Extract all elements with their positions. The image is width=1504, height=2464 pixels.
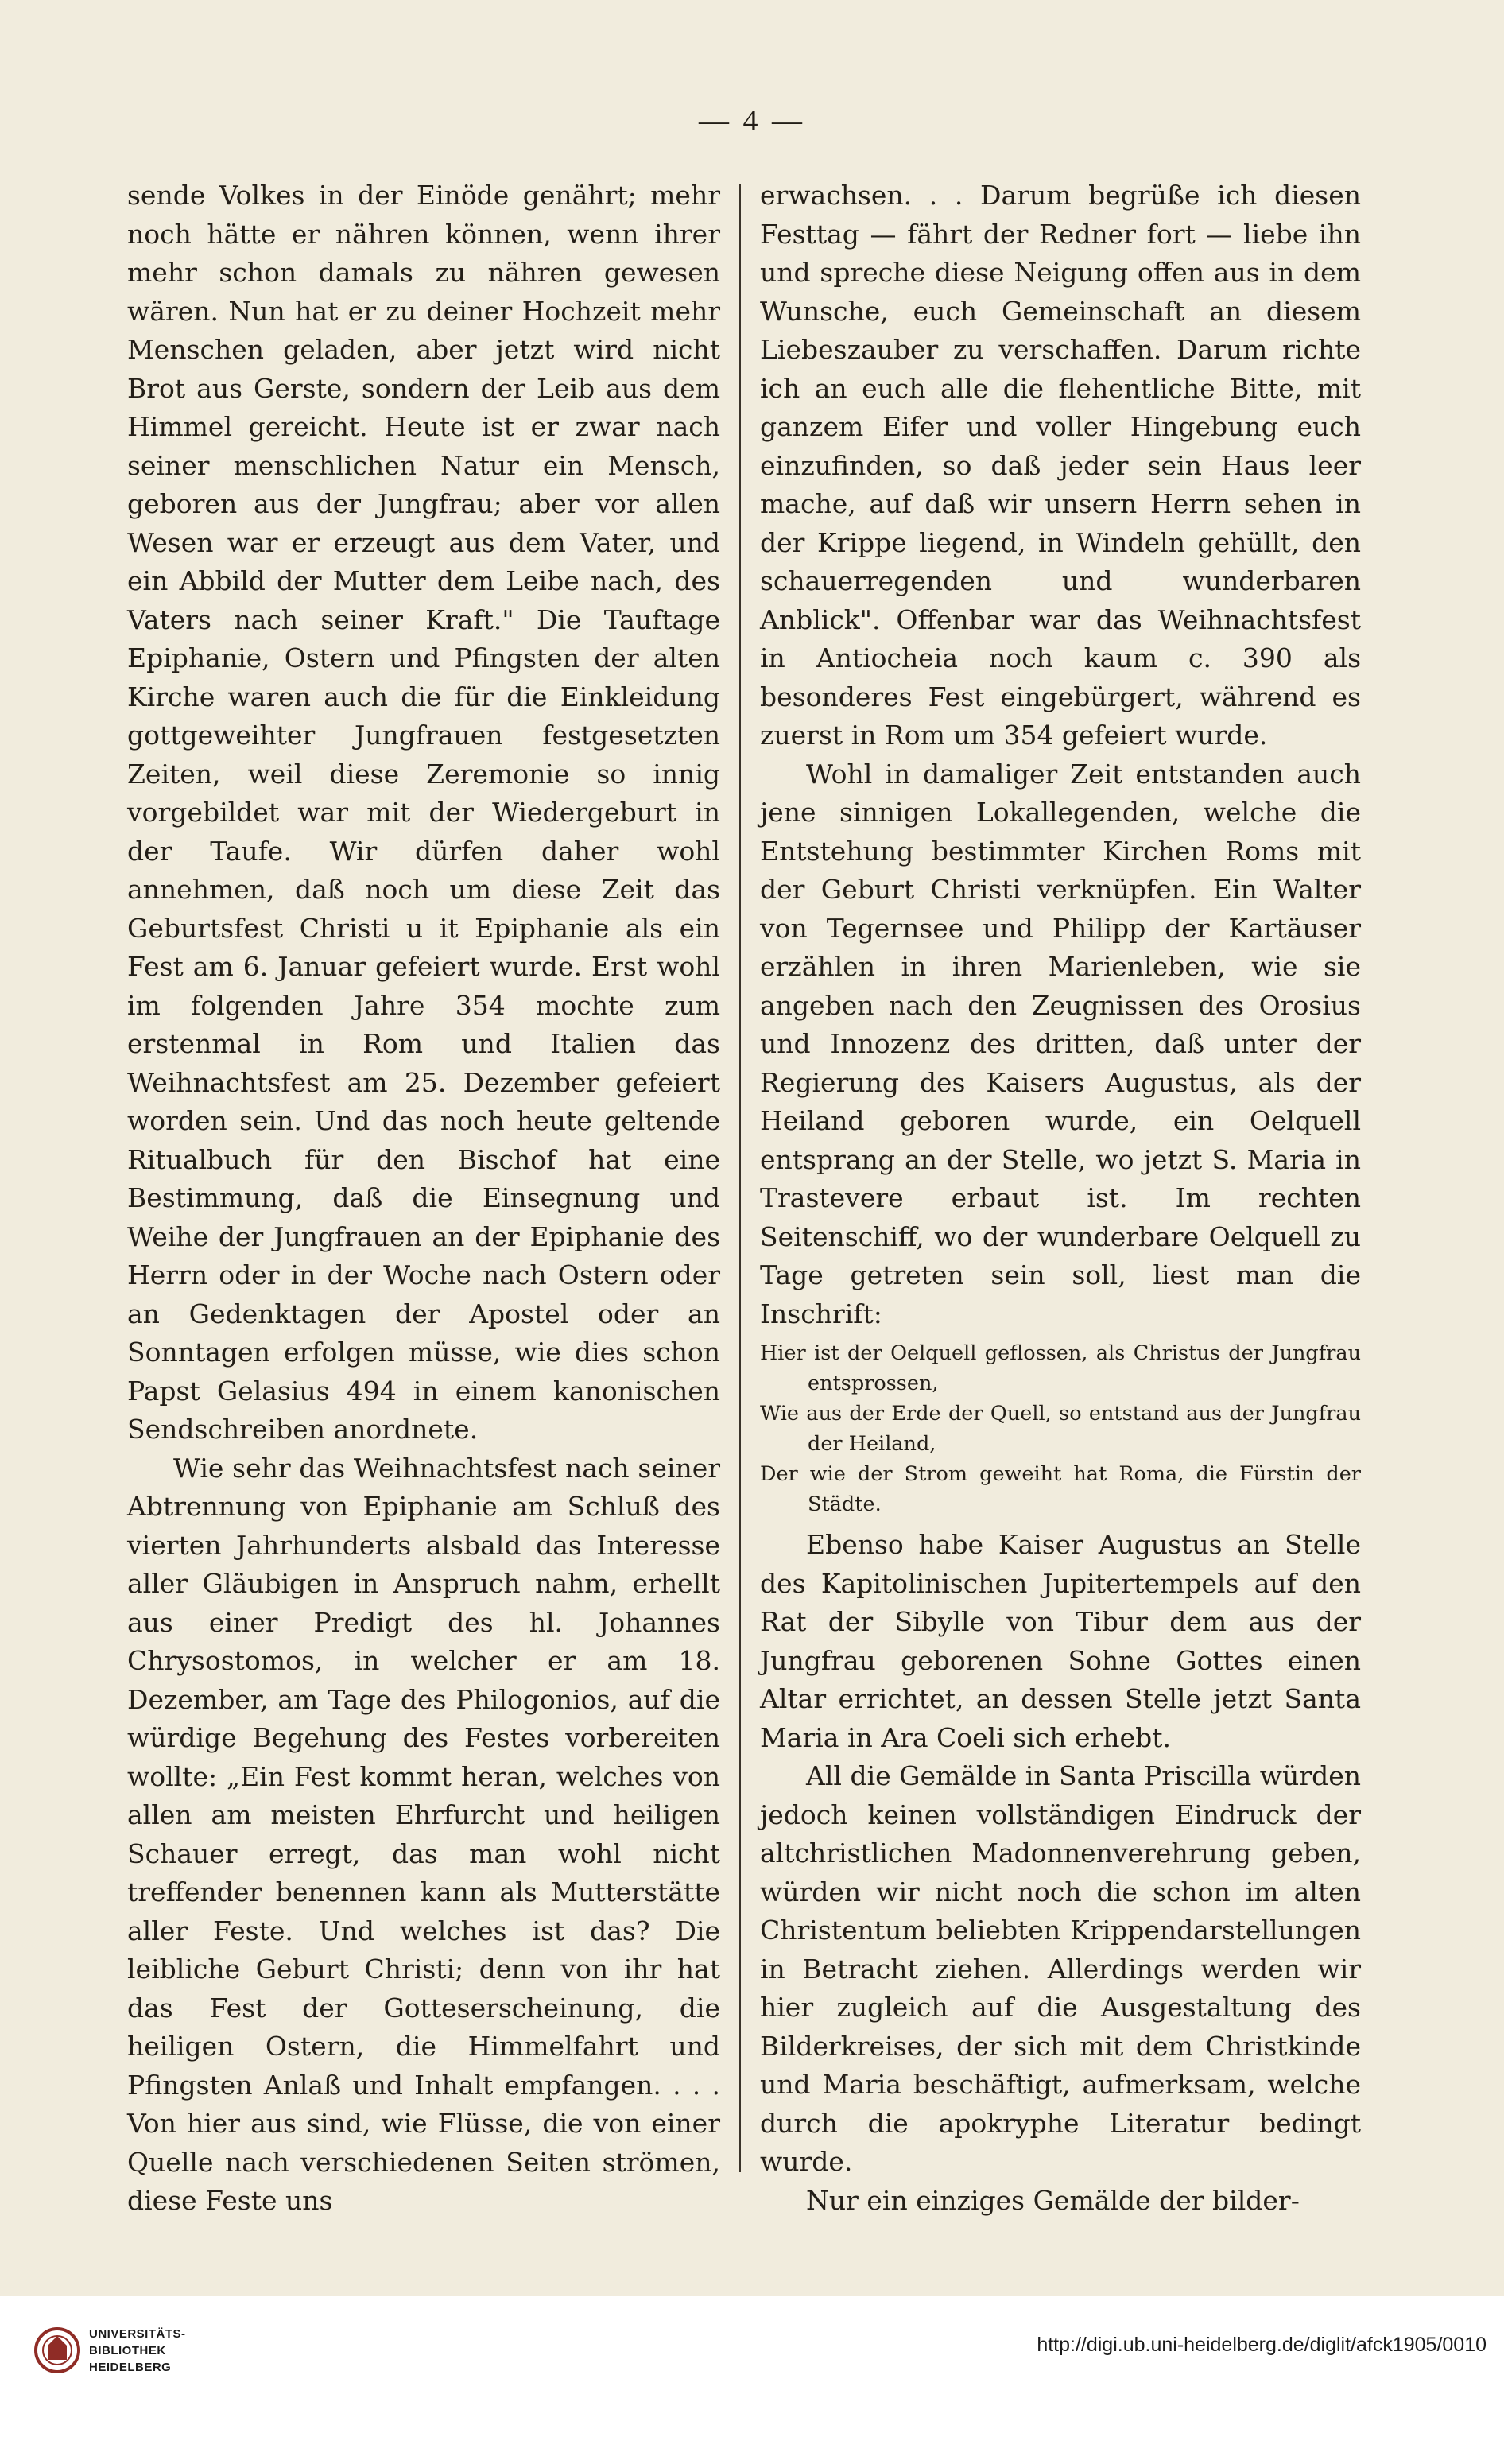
page-number: — 4 — xyxy=(699,104,805,138)
inscription-verse: Hier ist der Oelquell geflossen, als Christus der Jungfrau entsprossen, xyxy=(760,1341,1361,1395)
source-url[interactable]: http://digi.ub.uni-heidelberg.de/diglit/afck1905/0010 xyxy=(1037,2334,1487,2356)
left-column xyxy=(127,177,720,2216)
paragraph: Wohl in damaliger Zeit entstanden auch jene sinnigen Lokallegenden, welche die Entstehung bestimmter Kirchen Roms mit der Geburt Christi verknüpfen. Ein Walter von Tegernsee und Philipp der Kartäuser erzählen in ihren Marienleben, wie sie angeben nach den Zeugnissen des Orosius und Innozenz des dritten, daß unter der Regierung des Kaisers Augustus, als der Heiland geboren wurde, ein Oelquell entsprang an der Stelle, wo jetzt S. Maria in Trastevere erbaut ist. Im rechten Seitenschiff, wo der wunderbare Oelquell zu Tage getreten sein soll, liest man die Inschrift: xyxy=(760,758,1361,1329)
column-divider xyxy=(739,184,741,2172)
library-logo-text: UNIVERSITÄTS- BIBLIOTHEK HEIDELBERG xyxy=(89,2327,186,2374)
footer-bar xyxy=(0,2296,1504,2464)
inscription-verse: Wie aus der Erde der Quell, so entstand aus der Jungfrau der Heiland, xyxy=(760,1402,1361,1456)
right-column xyxy=(760,177,1361,2216)
paragraph: Nur ein einziges Gemälde der bilder- xyxy=(806,2184,1300,2216)
inscription xyxy=(760,1338,1361,1519)
paragraph: All die Gemälde in Santa Priscilla würden jedoch keinen vollständigen Eindruck der altchristlichen Madonnenverehrung geben, würden wir nicht noch die schon im alten Christentum beliebten Krippendarstellungen in Betracht ziehen. Allerdings werden wir hier zugleich auf die Ausgestaltung des Bilderkreises, der sich mit dem Christkinde und Maria beschäftigt, aufmerksam, welche durch die apokryphe Literatur bedingt wurde. xyxy=(760,1760,1361,2177)
paragraph: Wie sehr das Weihnachtsfest nach seiner Abtrennung von Epiphanie am Schluß des vierten Jahrhunderts alsbald das Interesse aller Gläubigen in Anspruch nahm, erhellt aus einer Predigt des hl. Johannes Chrysostomos, in welcher er am 18. Dezember, am Tage des Philogonios, auf die würdige Begehung des Festes vorbereiten wollte: „Ein Fest kommt heran, welches von allen am meisten Ehrfurcht und heiligen Schauer erregt, das man wohl nicht treffender benennen kann als Mutterstätte aller Feste. Und welches ist das? Die leibliche Geburt Christi; denn von ihr hat das Fest der Gotteserscheinung, die heiligen Ostern, die Himmelfahrt und Pfingsten Anlaß und Inhalt empfangen. . . . Von hier aus sind, wie Flüsse, die von einer Quelle nach verschiedenen Seiten strömen, diese Feste uns xyxy=(127,1452,720,2216)
inscription-verse: Der wie der Strom geweiht hat Roma, die Fürstin der Städte. xyxy=(760,1462,1361,1516)
paragraph: erwachsen. . . Darum begrüße ich diesen Festtag — fährt der Redner fort — liebe ihn und spreche diese Neigung offen aus in dem Wunsche, euch Gemeinschaft an diesem Liebeszauber zu verschaffen. Darum richte ich an euch alle die flehentliche Bitte, mit ganzem Eifer und voller Hingebung euch einzufinden, so daß jeder sein Haus leer mache, auf daß wir unsern Herrn sehen in der Krippe liegend, in Windeln gehüllt, den schauerregenden und wunderbaren Anblick". Offenbar war das Weihnachtsfest in Antiocheia noch kaum c. 390 als besonderes Fest eingebürgert, während es zuerst in Rom um 354 gefeiert wurde. xyxy=(760,180,1361,751)
paragraph: Ebenso habe Kaiser Augustus an Stelle des Kapitolinischen Jupitertempels auf den Rat der Sibylle von Tibur dem aus der Jungfrau geborenen Sohne Gottes einen Altar errichtet, an dessen Stelle jetzt Santa Maria in Ara Coeli sich erhebt. xyxy=(760,1529,1361,1753)
paragraph: sende Volkes in der Einöde genährt; mehr noch hätte er nähren können, wenn ihrer mehr schon damals zu nähren gewesen wären. Nun hat er zu deiner Hochzeit mehr Menschen geladen, aber jetzt wird nicht Brot aus Gerste, sondern der Leib aus dem Himmel gereicht. Heute ist er zwar nach seiner menschlichen Natur ein Mensch, geboren aus der Jungfrau; aber vor allen Wesen war er erzeugt aus dem Vater, und ein Abbild der Mutter dem Leibe nach, des Vaters nach seiner Kraft." Die Tauftage Epiphanie, Ostern und Pfingsten der alten Kirche waren auch die für die Einkleidung gottgeweihter Jungfrauen festgesetzten Zeiten, weil diese Zeremonie so innig vorgebildet war mit der Wiedergeburt in der Taufe. Wir dürfen daher wohl annehmen, daß noch um diese Zeit das Geburtsfest Christi u it Epiphanie als ein Fest am 6. Januar gefeiert wurde. Erst wohl im folgenden Jahre 354 mochte zum erstenmal in Rom und Italien das Weihnachtsfest am 25. Dezember gefeiert worden sein. Und das noch heute geltende Ritualbuch für den Bischof hat eine Bestimmung, daß die Einsegnung und Weihe der Jungfrauen an der Epiphanie des Herrn oder in der Woche nach Ostern oder an Gedenktagen der Apostel oder an Sonntagen erfolgen müsse, wie dies schon Papst Gelasius 494 in einem kanonischen Sendschreiben anordnete. xyxy=(127,180,720,1445)
